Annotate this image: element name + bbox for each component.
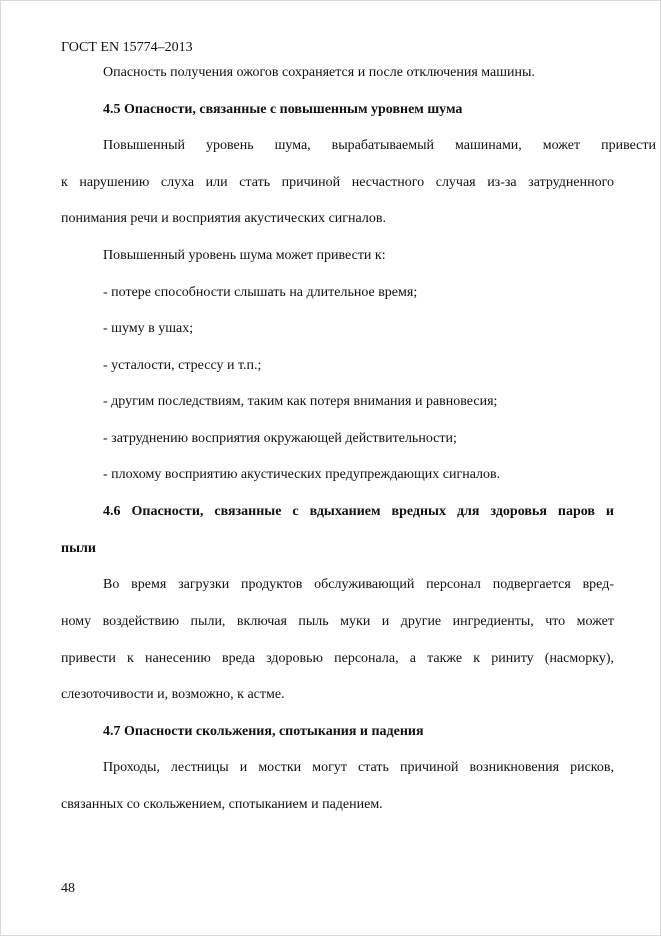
list-item: - потере способности слышать на длительное время; [103,285,418,300]
list-item: - шуму в ушах; [103,321,194,336]
section-4-7-p1-line-2: связанных со скольжением, спотыканием и падением. [61,797,383,812]
intro-line: Опасность получения ожогов сохраняется и после отключения машины. [103,65,535,80]
section-4-6-heading-line-1: 4.6 Опасности, связанные с вдыханием вредных для здоровья паров и [103,504,614,519]
list-item: - другим последствиям, таким как потеря внимания и равновесия; [103,394,498,409]
section-4-5-heading: 4.5 Опасности, связанные с повышенным уровнем шума [103,102,463,117]
section-4-5-p1-line-1: Повышенный уровень шума, вырабатываемый машинами, может привести [103,138,656,153]
list-item: - плохому восприятию акустических предупреждающих сигналов. [103,467,501,482]
section-4-6-p1-line-1: Во время загрузки продуктов обслуживающий персонал подвергается вред- [103,577,614,592]
document-code: ГОСТ EN 15774–2013 [61,40,193,55]
section-4-5-p2: Повышенный уровень шума может привести к: [103,248,386,263]
section-4-6-p1-line-3: привести к нанесению вреда здоровью персонала, а также к риниту (насморку), [61,651,614,666]
list-item: - усталости, стрессу и т.п.; [103,358,262,373]
section-4-7-p1-line-1: Проходы, лестницы и мостки могут стать причиной возникновения рисков, [103,760,614,775]
section-4-6-p1-line-2: ному воздействию пыли, включая пыль муки и другие ингредиенты, что может [61,614,614,629]
list-item: - затруднению восприятия окружающей действительности; [103,431,457,446]
section-4-6-p1-line-4: слезоточивости и, возможно, к астме. [61,687,285,702]
section-4-5-p1-line-3: понимания речи и восприятия акустических сигналов. [61,211,386,226]
section-4-5-p1-line-2: к нарушению слуха или стать причиной несчастного случая из-за затрудненного [61,175,614,190]
section-4-6-heading-line-2: пыли [61,541,96,556]
section-4-7-heading: 4.7 Опасности скольжения, спотыкания и падения [103,724,424,739]
page-number: 48 [61,881,75,896]
